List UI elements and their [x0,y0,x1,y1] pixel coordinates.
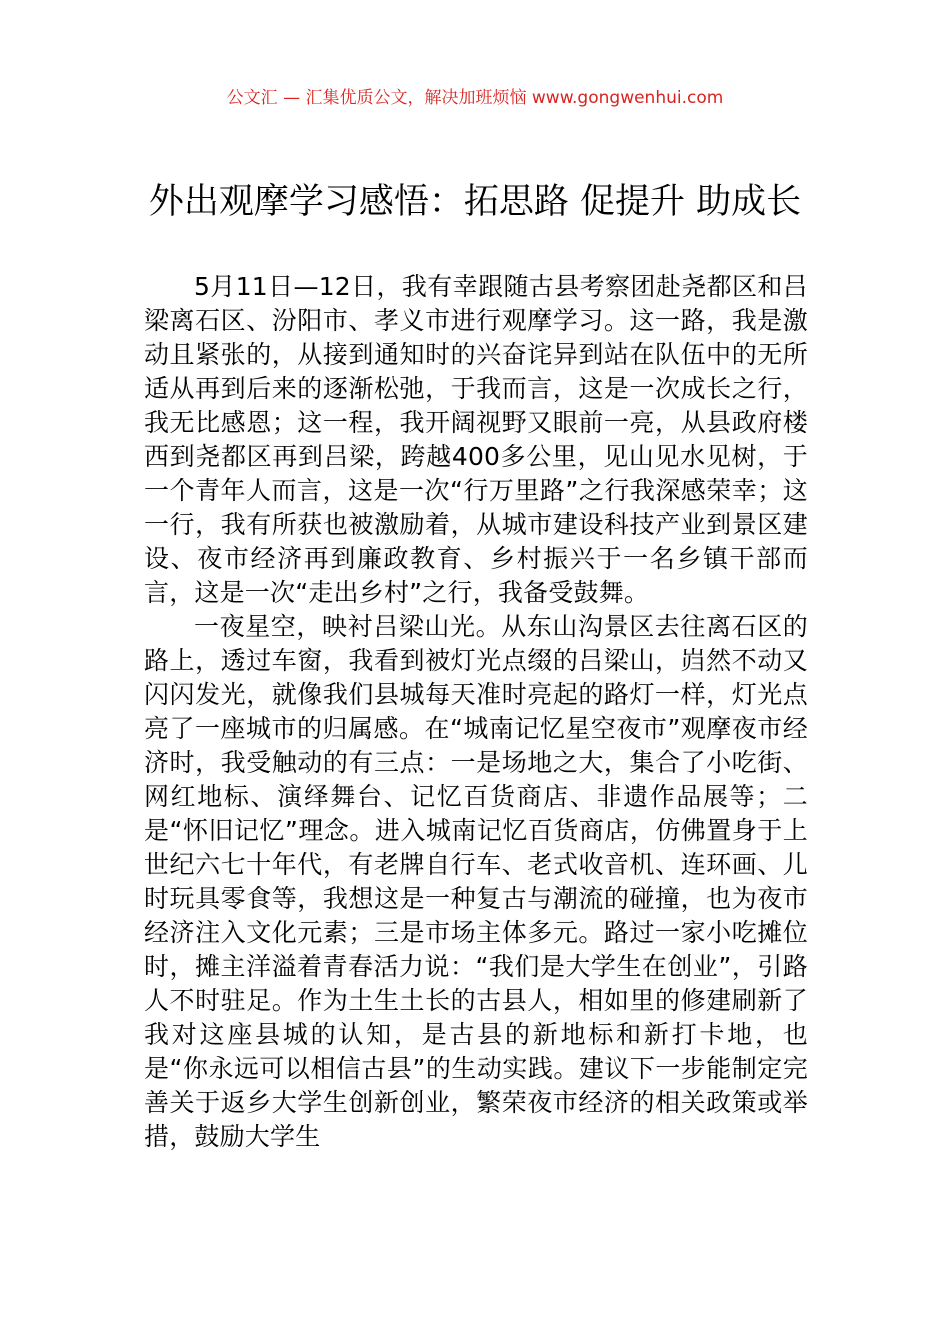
document-body [144,270,808,1154]
header-watermark[interactable]: 公文汇 — 汇集优质公文，解决加班烦恼 www.gongwenhui.com [226,88,724,108]
paragraph-1: 5月11日—12日，我有幸跟随古县考察团赴尧都区和吕梁离石区、汾阳市、孝义市进行观摩学习。这一路，我是激动且紧张的，从接到通知时的兴奋诧异到站在队伍中的无所适从再到后来的逐渐松弛，于我而言，这是一次成长之行，我无比感恩；这一程，我开阔视野又眼前一亮，从县政府楼西到尧都区再到吕梁，跨越400多公里，见山见水见树，于一个青年人而言，这是一次“行万里路”之行我深感荣幸；这一行，我有所获也被激励着，从城市建设科技产业到景区建设、夜市经济再到廉政教育、乡村振兴于一名乡镇干部而言，这是一次“走出乡村”之行，我备受鼓舞。 [144,272,808,607]
document-title: 外出观摩学习感悟：拓思路 促提升 助成长 [148,182,802,222]
paragraph-2: 一夜星空，映衬吕梁山光。从东山沟景区去往离石区的路上，透过车窗，我看到被灯光点缀的吕梁山，岿然不动又闪闪发光，就像我们县城每天准时亮起的路灯一样，灯光点亮了一座城市的归属感。在“城南记忆星空夜市”观摩夜市经济时，我受触动的有三点：一是场地之大，集合了小吃街、网红地标、演绎舞台、记忆百货商店、非遗作品展等；二是“怀旧记忆”理念。进入城南记忆百货商店，仿佛置身于上世纪六七十年代，有老牌自行车、老式收音机、连环画、儿时玩具零食等，我想这是一种复古与潮流的碰撞，也为夜市经济注入文化元素；三是市场主体多元。路过一家小吃摊位时，摊主洋溢着青春活力说：“我们是大学生在创业”，引路人不时驻足。作为土生土长的古县人，相如里的修建刷新了我对这座县城的认知，是古县的新地标和新打卡地，也是“你永远可以相信古县”的生动实践。建议下一步能制定完善关于返乡大学生创新创业，繁荣夜市经济的相关政策或举措，鼓励大学生 [144,612,808,1151]
